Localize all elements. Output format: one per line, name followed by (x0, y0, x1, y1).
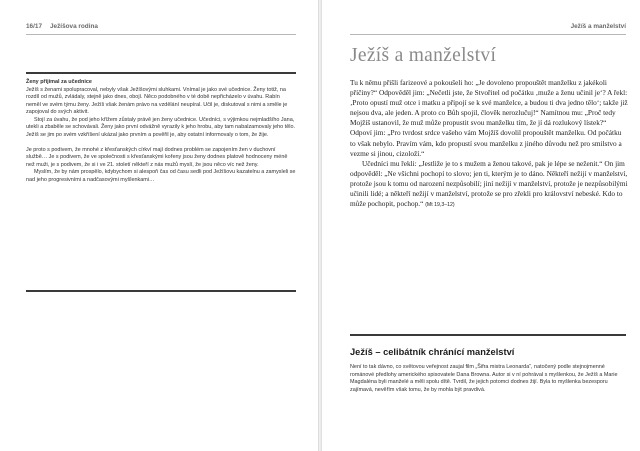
page-folio: 16/17 (26, 23, 42, 30)
scripture-passage (350, 78, 628, 210)
box-paragraph: Myslím, že by nám prospělo, kdybychom si alespoň čas od času sedli pod Ježíšovu kazatelnu a zamysleli se nad jeho progresivními a nadčasovými myšlenkami… (26, 169, 296, 183)
scripture-reference: (Mt 19,3–12) (425, 202, 455, 209)
left-page (0, 0, 318, 451)
box-paragraph: Ježíš s ženami spolupracoval, nebyly však Ježíšovými sluhkami. Vnímal je jako své učednice. Ženy totiž, na rozdíl od mužů, zvládaly, stejně jako dnes, obojí. Něco podobného v té době nepřicházelo v úvahu. Rabín neměl ve svém týmu ženy. Ježíš však ženám právo na vzdělání neupíral. Učil je, diskutoval s nimi a směle je zapojoval do svých aktivit. (26, 86, 288, 115)
right-header-rule (350, 34, 626, 35)
body-paragraph-with-ref (350, 159, 628, 210)
left-header-rule (26, 34, 296, 35)
section-paragraph: Není to tak dávno, co světovou veřejnost zaujal film „Šifra mistra Leonarda“, natočený podle stejnojmenné románové předlohy amerického spisovatele Dana Browna. Autor si v ní pohrával s myšlenkou, že Ježíš a Marie Magdaléna byli manželé a měli spolu dítě. Tvrdil, že jejich potomci dodnes žijí. Byla to myšlenka bezesporu zajímavá, nevěřím však tomu, že by mohla být pravdivá. (350, 364, 618, 393)
right-page (322, 0, 640, 451)
box-bottom-rule (26, 290, 296, 292)
right-running-head: Ježíš a manželství (570, 23, 626, 30)
box-top-rule (26, 72, 296, 74)
section-rule (350, 334, 626, 336)
box-title: Ženy přijímal za učednice (26, 79, 92, 85)
box-paragraph: Je proto s podivem, že mnohé z křesťanských církví mají dodnes problém se zapojením žen v duchovní službě… Je s podivem, že ve společnosti s křesťanskými kořeny jsou ženy dodnes platově hodnoceny méně než muži, je s podivem, že si i ve 21. století někteří z nás mužů myslí, že jsou něco víc než ženy. (26, 146, 288, 168)
body-paragraph-text: Učedníci mu řekli: „Jestliže je to s mužem a ženou takové, pak je lépe se neženit.“ On jim odpověděl: „Ne všichni pochopí to slovo; jen ti, kterým je to dáno. Někteří nežijí v manželství, protože jsou k tomu od narození nezpůsobilí; jiní nežijí v manželství, protože je nezpůsobilými učinili lidé; a někteří nežijí v manželství, protože se pro zřekli pro království nebeské. Kdo to může pochopit, pochop.“ (350, 158, 628, 209)
left-running-head (26, 23, 98, 30)
sidebar-box (26, 79, 296, 184)
left-running-head-title: Ježíšova rodina (50, 23, 98, 30)
section-title: Ježíš – celibátník chránící manželství (350, 347, 515, 357)
body-paragraph: Tu k němu přišli farizeové a pokoušeli ho: „Je dovoleno propouštět manželku z jakékoli příčiny?“ Odpověděl jim: „Nečetli jste, že Stvořitel od počátku ‚muže a ženu učinil je‘? A řekl: ‚Proto opustí muž otce i matku a připojí se k své manželce, a budou ti dva jedno tělo‘; takže již nejsou dva, ale jeden. A proto co Bůh spojil, člověk nerozlučuj!“ Namítnou mu: „Proč tedy Mojžíš ustanovil, že muž může propustit svou manželku tím, že jí dá rozlukový lístek?“ Odpoví jim: „Pro tvrdost srdce vašeho vám Mojžíš dovolil propouštět manželku. Od počátku to však nebylo. Pravím vám, kdo propustí svou manželku z jiného důvodu než pro smilstvo a vezme si jinou, cizoloží.“ (350, 78, 628, 158)
chapter-title: Ježíš a manželství (350, 45, 497, 66)
box-paragraph: Stojí za úvahu, že pod jeho křížem zůstaly právě jen ženy učednice. Učedníci, s výjimkou nejmladšího Jana, utekli a zbaběle se schovávali. Ženy jako první odvážně vyrazily k jeho hrobu, aby tam nabalzamovaly jeho tělo. Ježíš se jim po svém vzkříšení ukázal jako prvním a pověřil je, aby ostatní informovaly o tom, že žije. (26, 116, 295, 138)
